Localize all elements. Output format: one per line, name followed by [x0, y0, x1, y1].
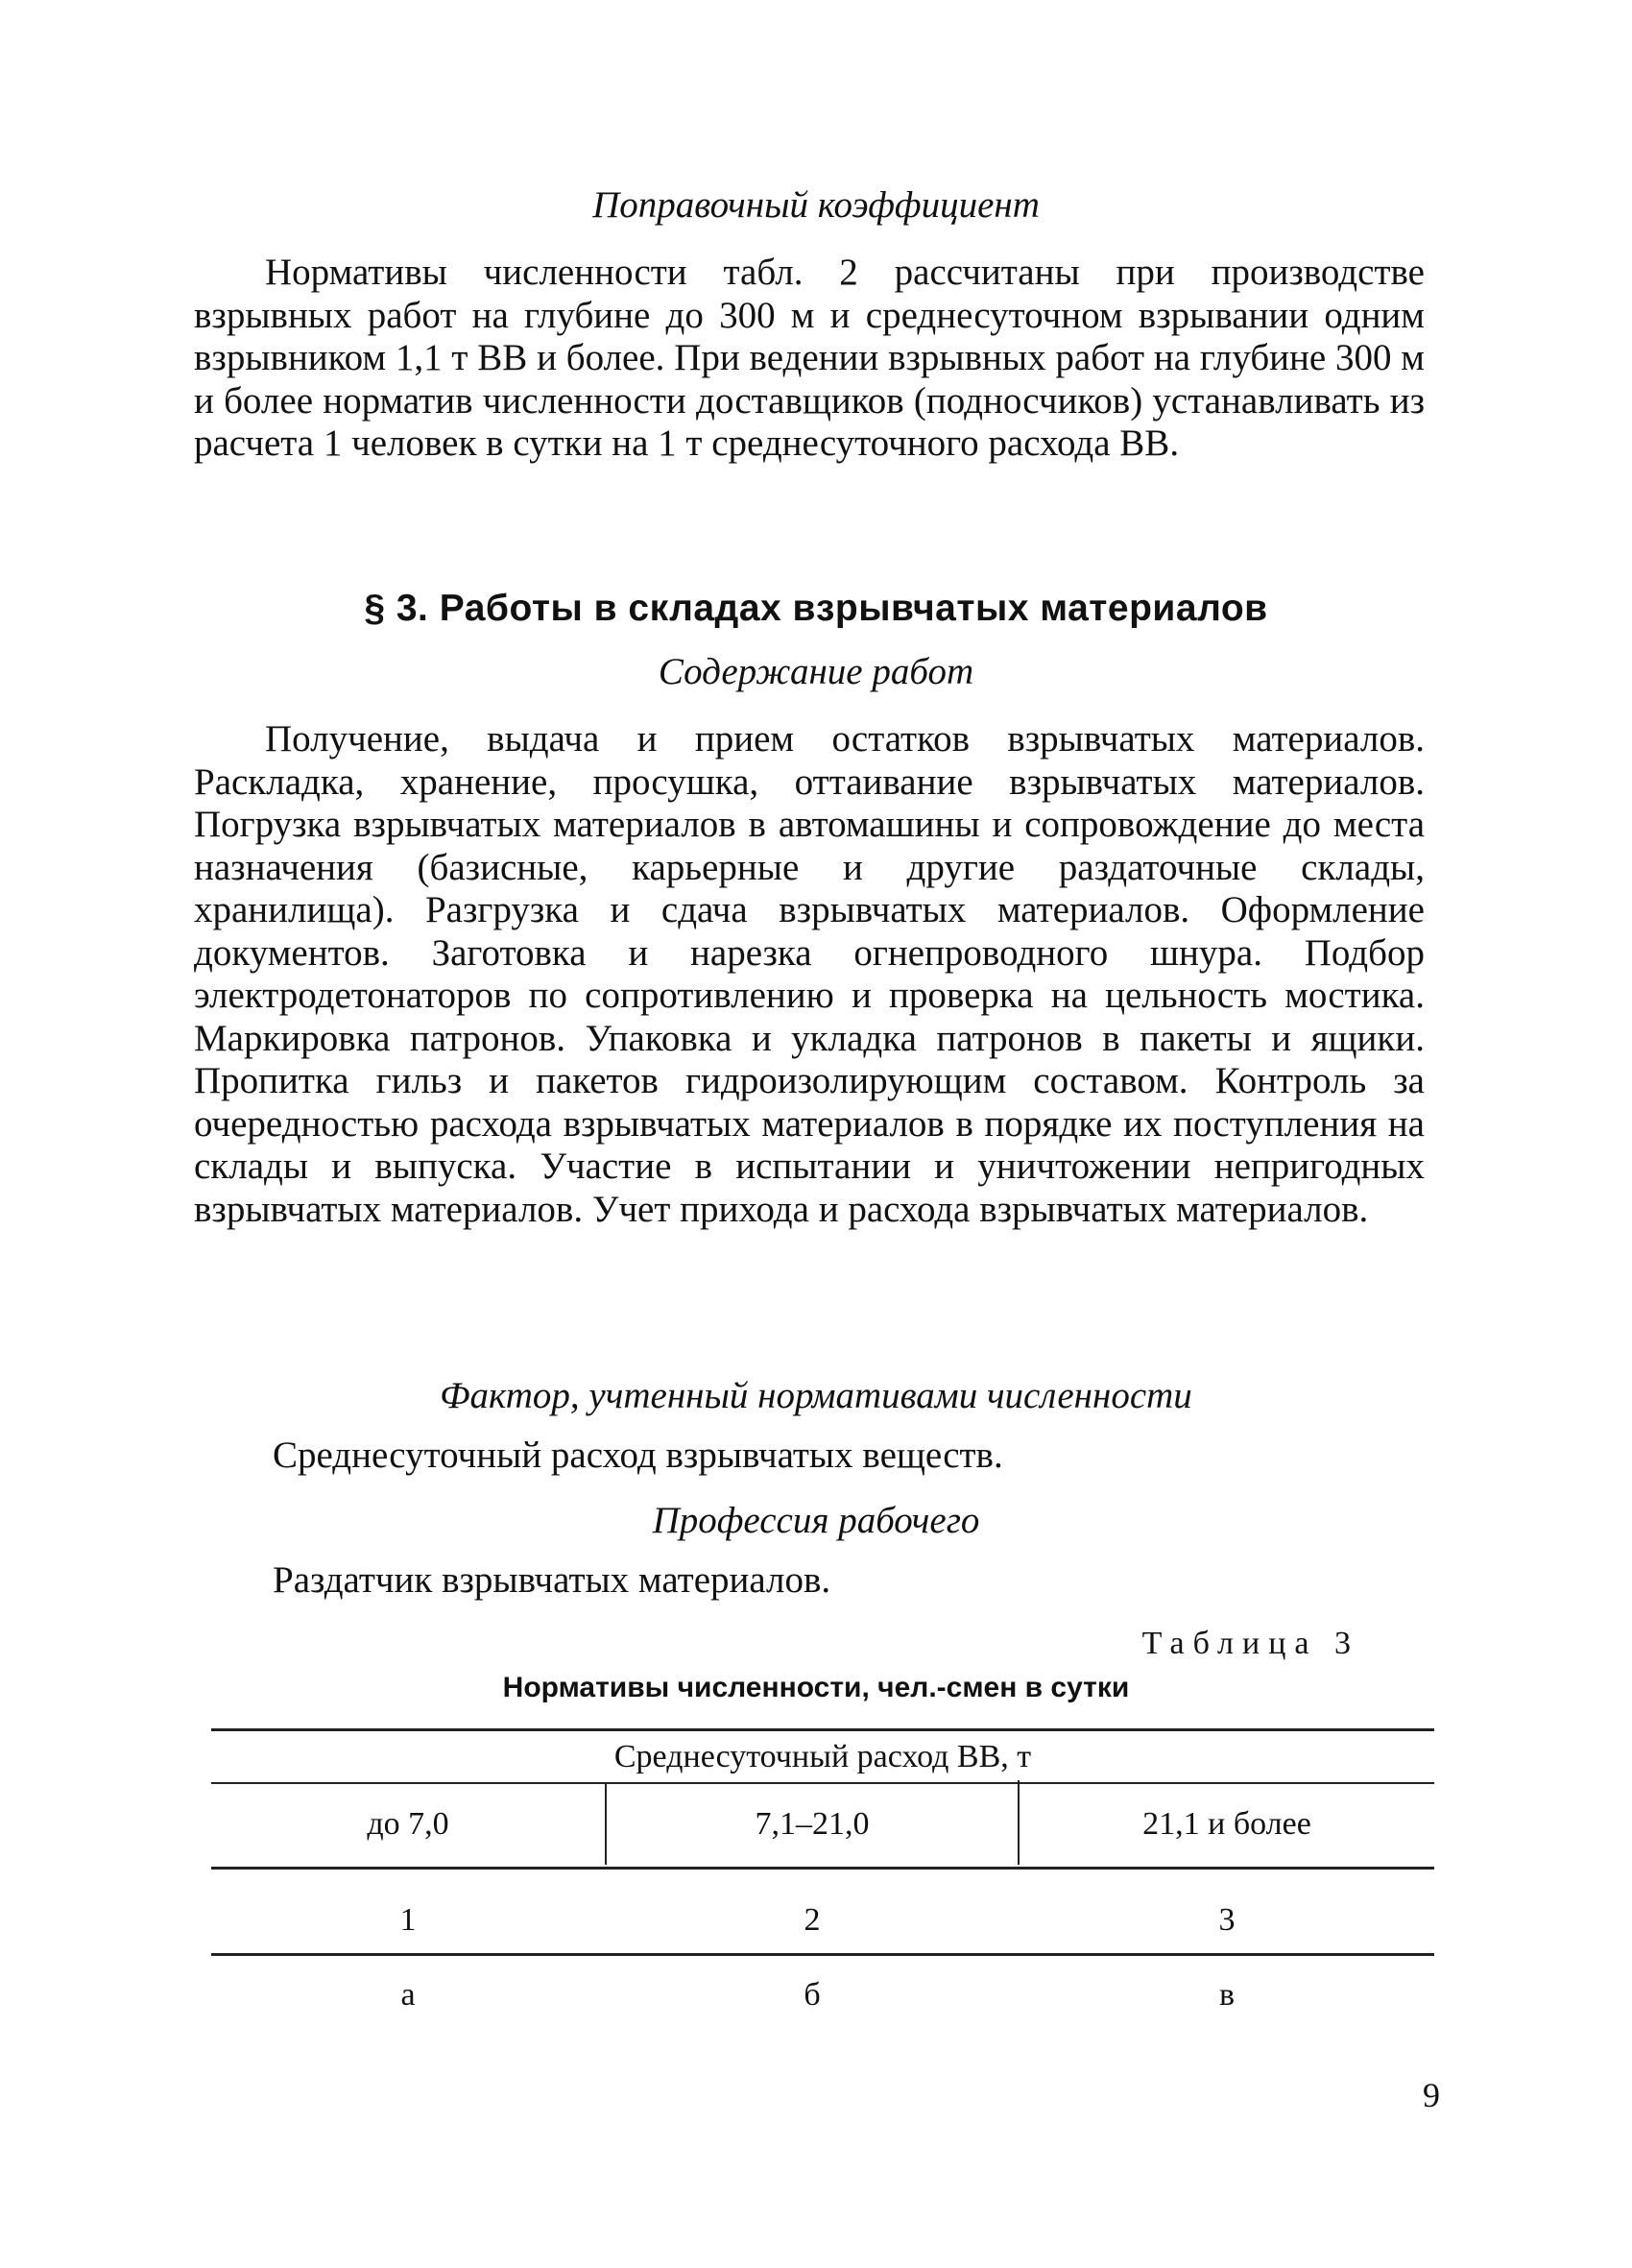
table-column-number-3: 3: [1218, 1902, 1236, 1938]
table-caption: Нормативы численности, чел.-смен в сутки: [502, 1672, 1130, 1703]
page-number: 9: [1423, 2076, 1440, 2114]
profession-text: Раздатчик взрывчатых материалов.: [273, 1559, 831, 1601]
table-rule-under-group-header: [211, 1782, 1434, 1784]
table-column-header-1: до 7,0: [367, 1806, 449, 1842]
table-row-letter-a: а: [400, 1977, 416, 2013]
table-row-letter-v: в: [1218, 1977, 1236, 2013]
table-rule-under-headers: [211, 1867, 1434, 1870]
table-rule-top: [211, 1728, 1434, 1731]
table-column-number-2: 2: [804, 1902, 821, 1938]
table-group-header: Среднесуточный расход ВВ, т: [613, 1739, 1032, 1774]
table-row-letter-b: б: [804, 1977, 821, 2013]
paragraph-correction-coefficient: Нормативы численности табл. 2 рассчитаны при производстве взрывных работ на глубине до 300 м и среднесуточном взрывании одним взрывником 1,1 т ВВ и более. При ведении взрывных работ на глубине 300 м и более норматив численности доставщиков (подносчиков) устанавливать из расчета 1 человек в сутки на 1 т среднесуточного расхода ВВ.: [194, 252, 1425, 464]
table-column-header-2: 7,1–21,0: [755, 1806, 870, 1842]
subheading-correction-coefficient: Поправочный коэффициент: [592, 184, 1040, 226]
subheading-work-content: Содержание работ: [658, 651, 974, 692]
subheading-profession: Профессия рабочего: [652, 1500, 980, 1541]
section-title: § 3. Работы в складах взрывчатых материалов: [364, 588, 1268, 629]
subheading-factor: Фактор, учтенный нормативами численности: [440, 1375, 1192, 1416]
table-label: Таблица 3: [1141, 1626, 1359, 1661]
table-column-number-1: 1: [399, 1902, 417, 1938]
paragraph-work-content: Получение, выдача и прием остатков взрывчатых материалов. Раскладка, хранение, просушка, оттаивание взрывчатых материалов. Погрузка взрывчатых материалов в автомашины и сопровождение до места назначения (базисные, карьерные и другие раздаточные склады, хранилища). Разгрузка и сдача взрывчатых материалов. Оформление документов. Заготовка и нарезка огнепроводного шнура. Подбор электродетонаторов по сопротивлению и проверка на цельность мостика. Маркировка патронов. Упаковка и укладка патронов в пакеты и ящики. Пропитка гильз и пакетов гидроизолирующим составом. Контроль за очередностью расхода взрывчатых материалов в порядке их поступления на склады и выпуска. Участие в испытании и уничтожении непригодных взрывчатых материалов. Учет прихода и расхода взрывчатых материалов.: [194, 718, 1425, 1230]
table-column-header-3: 21,1 и более: [1142, 1806, 1311, 1842]
factor-text: Среднесуточный расход взрывчатых веществ.: [273, 1435, 1003, 1476]
table-rule-under-numbers: [211, 1953, 1434, 1956]
